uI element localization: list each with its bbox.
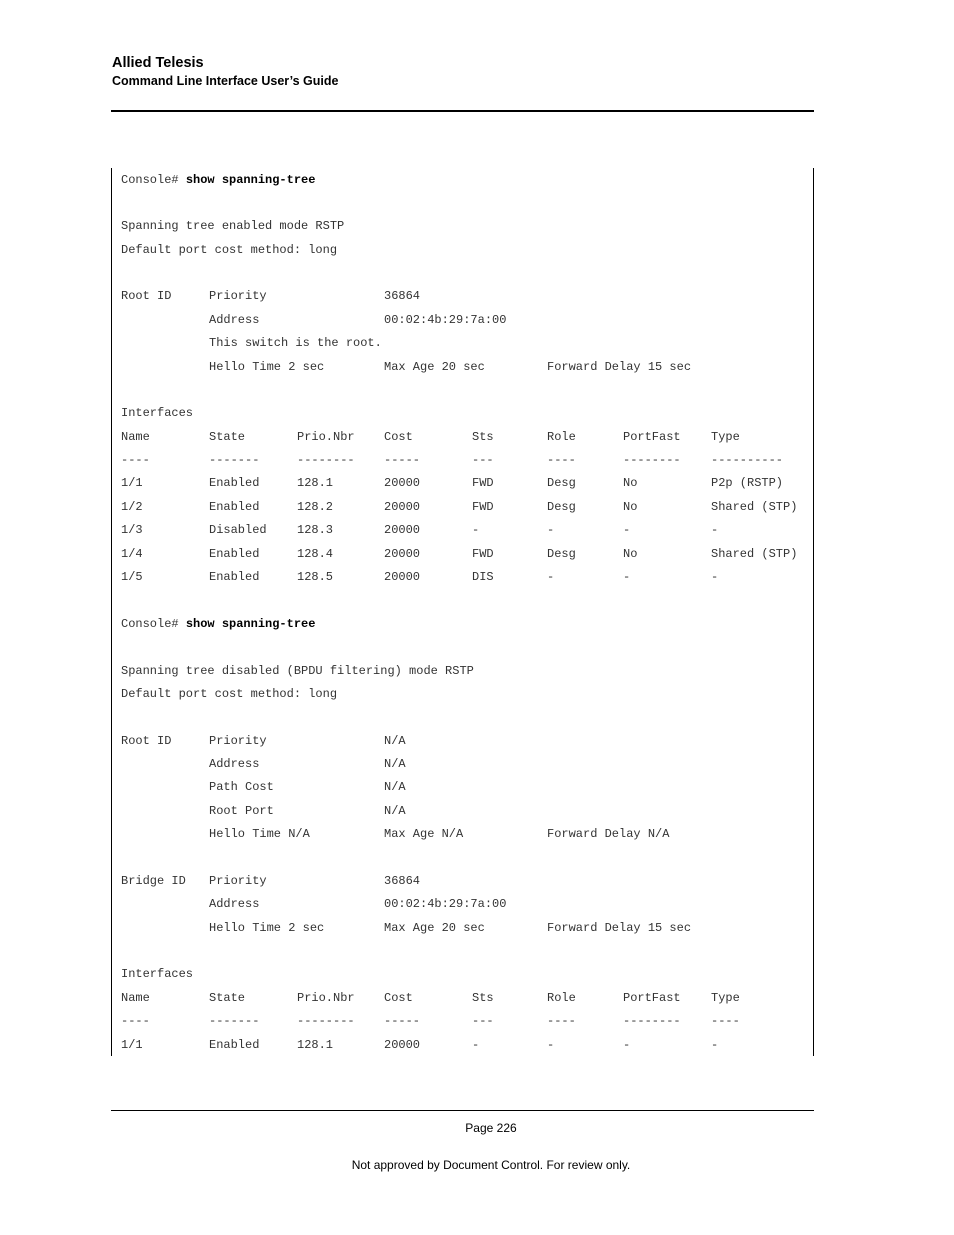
console-cell: Priority	[209, 289, 267, 303]
console-line	[0, 405, 954, 421]
console-cell: N/A	[384, 804, 406, 818]
console-line	[0, 616, 954, 632]
console-cell: Type	[711, 430, 740, 444]
console-cell: No	[623, 476, 638, 490]
console-cell: Role	[547, 991, 576, 1005]
console-cell: -	[623, 1038, 631, 1052]
console-cell: N/A	[384, 780, 406, 794]
console-line	[0, 242, 954, 258]
console-cell: -	[711, 570, 719, 584]
console-cell: Name	[121, 430, 150, 444]
console-cell: Shared (STP)	[711, 500, 798, 514]
console-cell: Cost	[384, 991, 413, 1005]
console-cell: -	[711, 1038, 719, 1052]
console-line	[0, 312, 954, 328]
console-cell: Shared (STP)	[711, 547, 798, 561]
console-cell: Cost	[384, 430, 413, 444]
console-cell: Priority	[209, 734, 267, 748]
console-line	[0, 475, 954, 491]
console-line	[0, 803, 954, 819]
console-line	[0, 663, 954, 679]
console-cell: Sts	[472, 430, 494, 444]
console-cell: Name	[121, 991, 150, 1005]
console-cell: ----	[711, 1014, 740, 1028]
company-name: Allied Telesis	[112, 55, 204, 71]
console-cell: No	[623, 547, 638, 561]
console-line	[0, 756, 954, 772]
console-cell: 128.4	[297, 547, 334, 561]
console-line	[0, 896, 954, 912]
console-cell: Enabled	[209, 547, 260, 561]
console-cell: Path Cost	[209, 780, 274, 794]
console-line	[0, 1037, 954, 1053]
console-cell: Forward Delay 15 sec	[547, 360, 692, 374]
console-cell: Prio.Nbr	[297, 991, 355, 1005]
console-cell: Root ID	[121, 734, 172, 748]
console-line	[0, 733, 954, 749]
console-cell: -	[547, 523, 555, 537]
console-cell: 00:02:4b:29:7a:00	[384, 897, 507, 911]
console-cell: Max Age N/A	[384, 827, 464, 841]
review-notice: Not approved by Document Control. For review only.	[351, 1158, 631, 1172]
console-cell: 128.1	[297, 476, 334, 490]
console-cell: Enabled	[209, 570, 260, 584]
console-cell: Spanning tree disabled (BPDU filtering) mode RSTP	[121, 664, 474, 678]
console-cell: Forward Delay 15 sec	[547, 921, 692, 935]
console-cell: 128.1	[297, 1038, 334, 1052]
console-cell: Sts	[472, 991, 494, 1005]
console-cell: -------	[209, 1014, 260, 1028]
console-line	[0, 569, 954, 585]
console-cell: Interfaces	[121, 406, 194, 420]
console-cell: 20000	[384, 1038, 421, 1052]
console-line	[0, 172, 954, 188]
console-cell: Enabled	[209, 500, 260, 514]
console-cell: ---	[472, 1014, 494, 1028]
console-cell: 1/2	[121, 500, 143, 514]
console-line	[0, 335, 954, 351]
console-cell: 128.2	[297, 500, 334, 514]
console-cell: 00:02:4b:29:7a:00	[384, 313, 507, 327]
console-cell: Spanning tree enabled mode RSTP	[121, 219, 345, 233]
console-cell: 1/1	[121, 1038, 143, 1052]
console-cell: Address	[209, 897, 260, 911]
console-line	[0, 359, 954, 375]
console-cell: N/A	[384, 734, 406, 748]
console-cell: --------	[623, 453, 681, 467]
console-cell: Max Age 20 sec	[384, 921, 485, 935]
console-line	[0, 522, 954, 538]
console-command: show spanning-tree	[185, 617, 316, 631]
console-cell: Root ID	[121, 289, 172, 303]
guide-title: Command Line Interface User’s Guide	[112, 74, 339, 88]
console-cell: 36864	[384, 289, 421, 303]
console-cell: ----	[121, 453, 150, 467]
console-line	[0, 686, 954, 702]
console-cell: This switch is the root.	[209, 336, 382, 350]
console-command: show spanning-tree	[185, 173, 316, 187]
console-line	[0, 990, 954, 1006]
footer-divider	[111, 1110, 814, 1111]
console-cell: Address	[209, 757, 260, 771]
console-cell: DIS	[472, 570, 494, 584]
console-cell: 128.3	[297, 523, 334, 537]
console-line	[0, 499, 954, 515]
console-cell: --------	[623, 1014, 681, 1028]
console-cell: -	[547, 1038, 555, 1052]
console-line	[0, 429, 954, 445]
console-cell: Prio.Nbr	[297, 430, 355, 444]
console-cell: PortFast	[623, 430, 681, 444]
console-line	[0, 1013, 954, 1029]
console-line	[0, 546, 954, 562]
console-cell: 1/1	[121, 476, 143, 490]
console-cell: N/A	[384, 757, 406, 771]
console-cell: 20000	[384, 500, 421, 514]
console-cell: 1/5	[121, 570, 143, 584]
console-cell: State	[209, 430, 246, 444]
console-cell: Desg	[547, 476, 576, 490]
console-cell: Role	[547, 430, 576, 444]
console-cell: -	[623, 570, 631, 584]
console-cell: ----	[547, 1014, 576, 1028]
console-cell: Max Age 20 sec	[384, 360, 485, 374]
console-cell: ----	[121, 1014, 150, 1028]
console-cell: Hello Time N/A	[209, 827, 310, 841]
console-line	[0, 218, 954, 234]
console-cell: -	[623, 523, 631, 537]
console-line	[0, 873, 954, 889]
console-cell: -	[472, 1038, 480, 1052]
console-cell: -----	[384, 453, 421, 467]
console-cell: Priority	[209, 874, 267, 888]
console-line	[0, 826, 954, 842]
console-line	[0, 288, 954, 304]
console-cell: Disabled	[209, 523, 267, 537]
console-cell: Type	[711, 991, 740, 1005]
console-cell: --------	[297, 1014, 355, 1028]
console-cell: No	[623, 500, 638, 514]
console-cell: 20000	[384, 547, 421, 561]
console-cell: 1/4	[121, 547, 143, 561]
console-cell: FWD	[472, 547, 494, 561]
console-cell: ----------	[711, 453, 784, 467]
console-cell: FWD	[472, 500, 494, 514]
console-cell: 20000	[384, 476, 421, 490]
console-cell: 20000	[384, 523, 421, 537]
console-cell: Interfaces	[121, 967, 194, 981]
console-cell: Hello Time 2 sec	[209, 921, 325, 935]
console-cell: ---	[472, 453, 494, 467]
console-cell: 128.5	[297, 570, 334, 584]
page-number: Page 226	[465, 1121, 517, 1135]
console-cell: Default port cost method: long	[121, 243, 338, 257]
console-line	[0, 966, 954, 982]
header-divider	[111, 110, 814, 112]
console-cell: Default port cost method: long	[121, 687, 338, 701]
console-cell: Enabled	[209, 1038, 260, 1052]
console-cell: 1/3	[121, 523, 143, 537]
console-cell: Address	[209, 313, 260, 327]
console-cell: Enabled	[209, 476, 260, 490]
console-cell: ----	[547, 453, 576, 467]
console-cell: 20000	[384, 570, 421, 584]
console-cell: -------	[209, 453, 260, 467]
console-cell: Desg	[547, 547, 576, 561]
console-cell: FWD	[472, 476, 494, 490]
console-cell: -	[547, 570, 555, 584]
console-prompt: Console#	[121, 617, 186, 631]
console-cell: Hello Time 2 sec	[209, 360, 325, 374]
console-cell: -----	[384, 1014, 421, 1028]
console-line	[0, 779, 954, 795]
console-cell: State	[209, 991, 246, 1005]
console-cell: Forward Delay N/A	[547, 827, 670, 841]
console-cell: 36864	[384, 874, 421, 888]
console-cell: --------	[297, 453, 355, 467]
console-cell: Bridge ID	[121, 874, 186, 888]
console-cell: -	[472, 523, 480, 537]
console-cell: -	[711, 523, 719, 537]
console-line	[0, 452, 954, 468]
console-cell: PortFast	[623, 991, 681, 1005]
console-line	[0, 920, 954, 936]
console-cell: Root Port	[209, 804, 274, 818]
console-prompt: Console#	[121, 173, 186, 187]
console-cell: P2p (RSTP)	[711, 476, 784, 490]
console-cell: Desg	[547, 500, 576, 514]
